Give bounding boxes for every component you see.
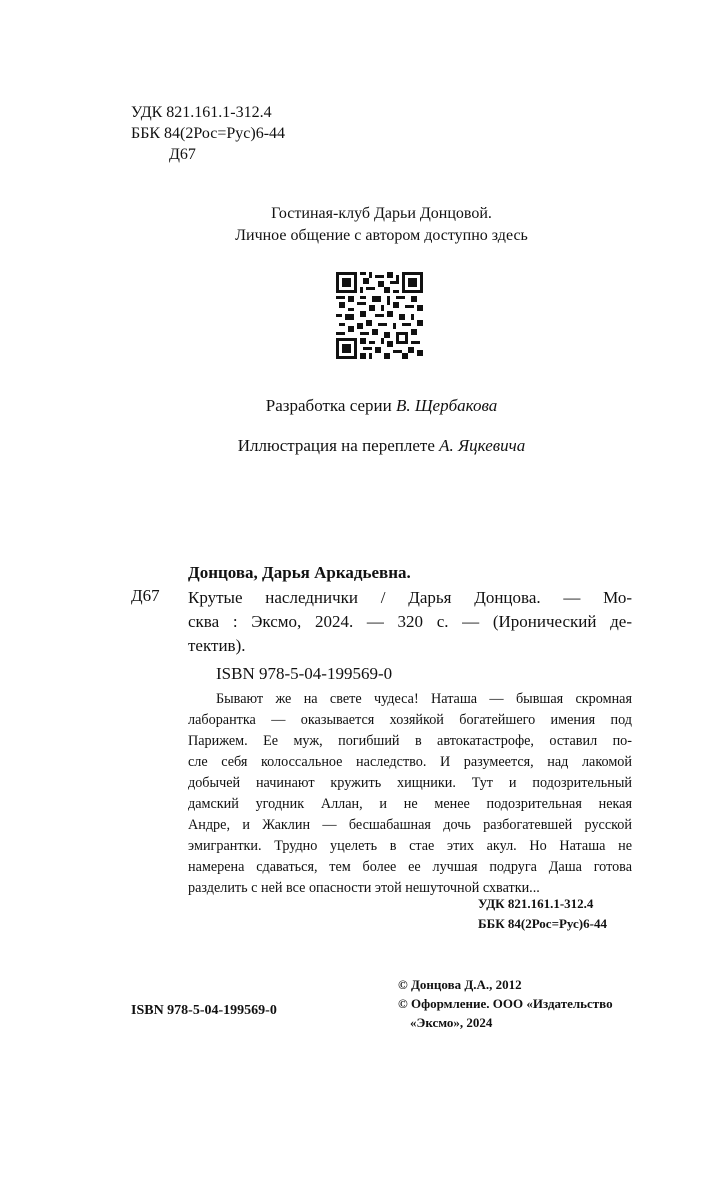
copyright-block [398,975,613,1032]
annotation-line: лаборантка — оказывается хозяйкой богатейшего имения под [188,712,632,728]
annotation-line: Бывают же на свете чудеса! Наташа — бывшая скромная [216,691,632,707]
annotation-line: Андре, и Жаклин — бесшабашная дочь разбогатевшей русской [188,817,632,833]
series-label: Разработка серии [265,396,392,415]
annotation-line: эмигрантки. Трудно уцелеть в стае этих акул. Но Наташа не [188,838,632,854]
annotation-line: намерена сдаваться, тем более ее лучшая подруга Даша готова [188,859,632,875]
bibliographic-description [188,586,632,658]
series-credit [0,396,715,416]
classification-codes [131,102,285,165]
annotation-line: дамский угодник Аллан, и не менее подозрительная некая [188,796,632,812]
club-subtitle: Личное общение с автором доступно здесь [235,227,528,244]
club-title: Гостиная-клуб Дарьи Донцовой. [271,205,492,222]
annotation-line: Парижем. Ее муж, погибший в автокатастрофе, оставил по- [188,733,632,749]
annotation-line: разделить с ней все опасности этой нешуточной схватки... [188,880,540,896]
udk-code: УДК 821.161.1-312.4 [131,104,272,121]
bib-line: тектив). [188,636,246,655]
footer-bbk: ББК 84(2Рос=Рус)6-44 [478,916,607,931]
copyright-author: © Донцова Д.А., 2012 [398,977,522,992]
isbn: ISBN 978-5-04-199569-0 [216,664,393,683]
bibliographic-author: Донцова, Дарья Аркадьевна. [188,563,411,582]
series-designer: В. Щербакова [395,396,498,415]
illustrator-name: А. Яцкевича [439,436,526,455]
footer-isbn: ISBN 978-5-04-199569-0 [131,1003,277,1018]
bib-line: Крутые наследнички / Дарья Донцова. — Мо- [188,588,632,607]
bbk-code: ББК 84(2Рос=Рус)6-44 [131,125,286,142]
footer-udk: УДК 821.161.1-312.4 [478,896,594,911]
illustration-credit [0,436,715,456]
author-code: Д67 [169,146,196,163]
copyright-design-cont: «Эксмо», 2024 [410,1015,493,1030]
bib-line: сква : Эксмо, 2024. — 320 с. — (Иронический де- [188,612,632,631]
illustration-label: Иллюстрация на переплете [237,436,435,455]
annotation [188,689,632,899]
club-notice [0,203,715,247]
annotation-line: добычей начинают кружить хищники. Тут и подозрительный [188,775,632,791]
copyright-design: © Оформление. ООО «Издательство [398,996,613,1011]
annotation-line: сле себя колоссальное наследство. И разумеется, над лакомой [188,754,632,770]
qr-code[interactable] [336,272,423,359]
bibliographic-code: Д67 [131,586,160,605]
footer-codes [478,894,607,934]
